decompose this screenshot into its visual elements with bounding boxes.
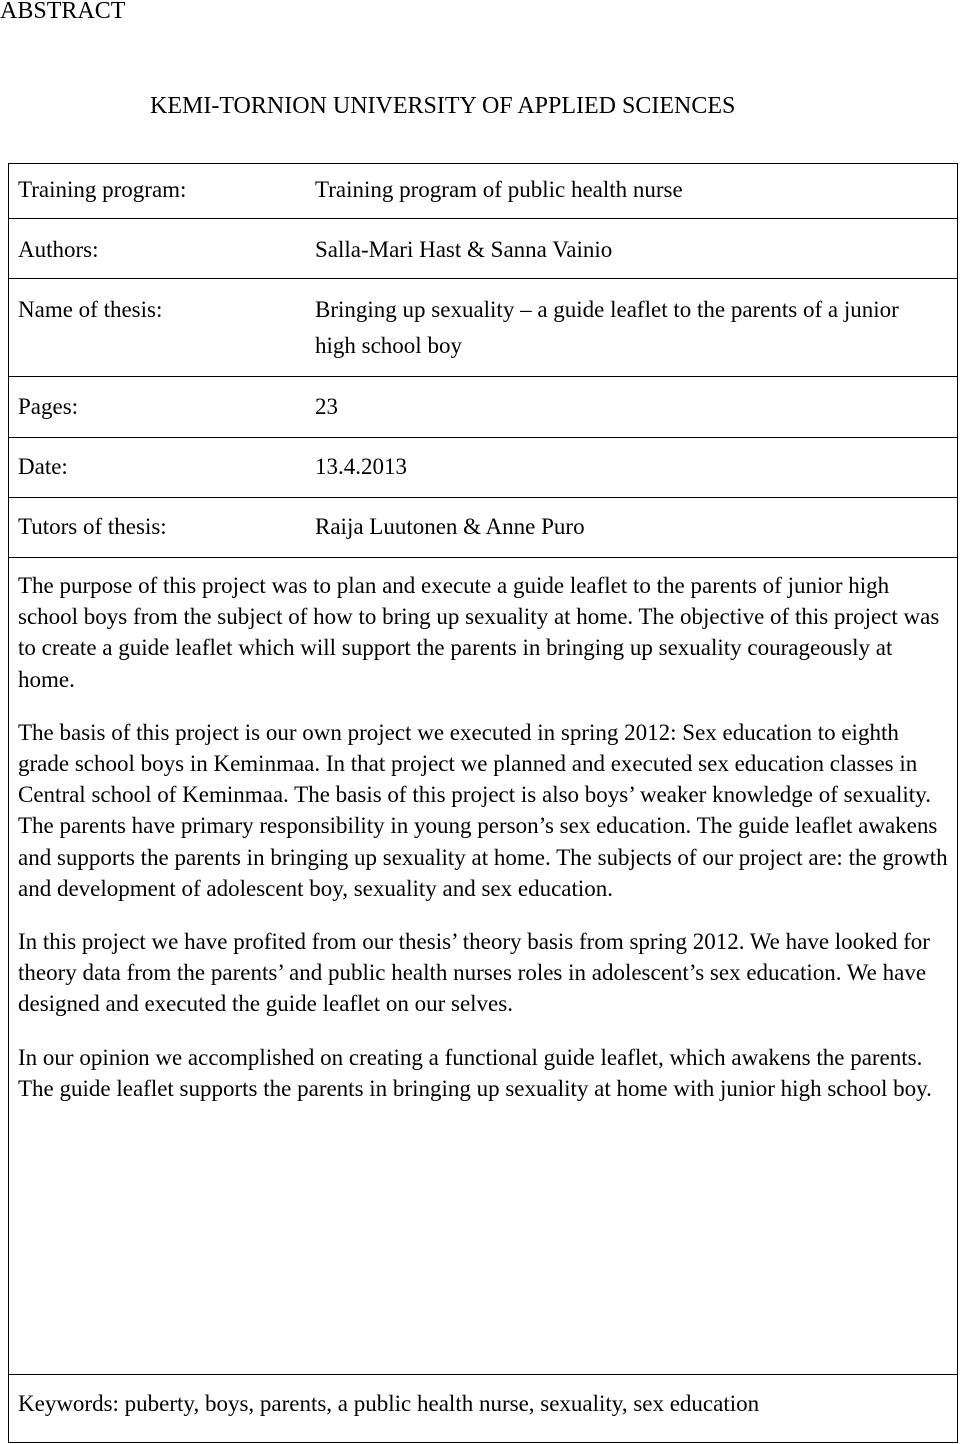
institution-name: KEMI-TORNION UNIVERSITY OF APPLIED SCIENCES <box>150 93 736 119</box>
divider <box>9 497 957 498</box>
keywords: Keywords: puberty, boys, parents, a public health nurse, sexuality, sex education <box>18 1391 760 1416</box>
authors-value: Salla-Mari Hast & Sanna Vainio <box>315 237 613 262</box>
divider <box>9 376 957 377</box>
tutors-label: Tutors of thesis: <box>18 514 167 539</box>
divider <box>9 218 957 219</box>
abstract-paragraph: The basis of this project is our own project we executed in spring 2012: Sex education to eighth grade school boys in Keminmaa. In that project we planned and executed sex education classes in Central school of Keminmaa. The basis of this project is also boys’ weaker knowledge of sexuality. The parents have primary responsibility in young person’s sex education. The guide leaflet awakens and supports the parents in bringing up sexuality at home. The subjects of our project are: the growth and development of adolescent boy, sexuality and sex education. <box>18 719 948 901</box>
training-program-label: Training program: <box>18 177 187 202</box>
pages-value: 23 <box>315 394 338 419</box>
date-value: 13.4.2013 <box>315 454 407 479</box>
date-label: Date: <box>18 454 68 479</box>
training-program-value: Training program of public health nurse <box>315 177 683 202</box>
tutors-value: Raija Luutonen & Anne Puro <box>315 514 585 539</box>
abstract-body <box>18 570 953 1126</box>
divider <box>9 1374 957 1375</box>
divider <box>9 278 957 279</box>
abstract-paragraph: In our opinion we accomplished on creating a functional guide leaflet, which awakens the parents. The guide leaflet supports the parents in bringing up sexuality at home with junior high school boy. <box>18 1044 932 1101</box>
page-heading: ABSTRACT <box>0 0 126 24</box>
abstract-form <box>8 163 958 1443</box>
thesis-name-label: Name of thesis: <box>18 297 163 322</box>
abstract-paragraph: The purpose of this project was to plan and execute a guide leaflet to the parents of junior high school boys from the subject of how to bring up sexuality at home. The objective of this project was to create a guide leaflet which will support the parents in bringing up sexuality courageously at home. <box>18 573 940 692</box>
abstract-paragraph: In this project we have profited from our thesis’ theory basis from spring 2012. We have looked for theory data from the parents’ and public health nurses roles in adolescent’s sex education. We have designed and executed the guide leaflet on our selves. <box>18 929 930 1017</box>
divider <box>9 557 957 558</box>
divider <box>9 437 957 438</box>
pages-label: Pages: <box>18 394 79 419</box>
thesis-name-value: Bringing up sexuality – a guide leaflet to the parents of a junior high school boy <box>315 297 899 358</box>
authors-label: Authors: <box>18 237 99 262</box>
